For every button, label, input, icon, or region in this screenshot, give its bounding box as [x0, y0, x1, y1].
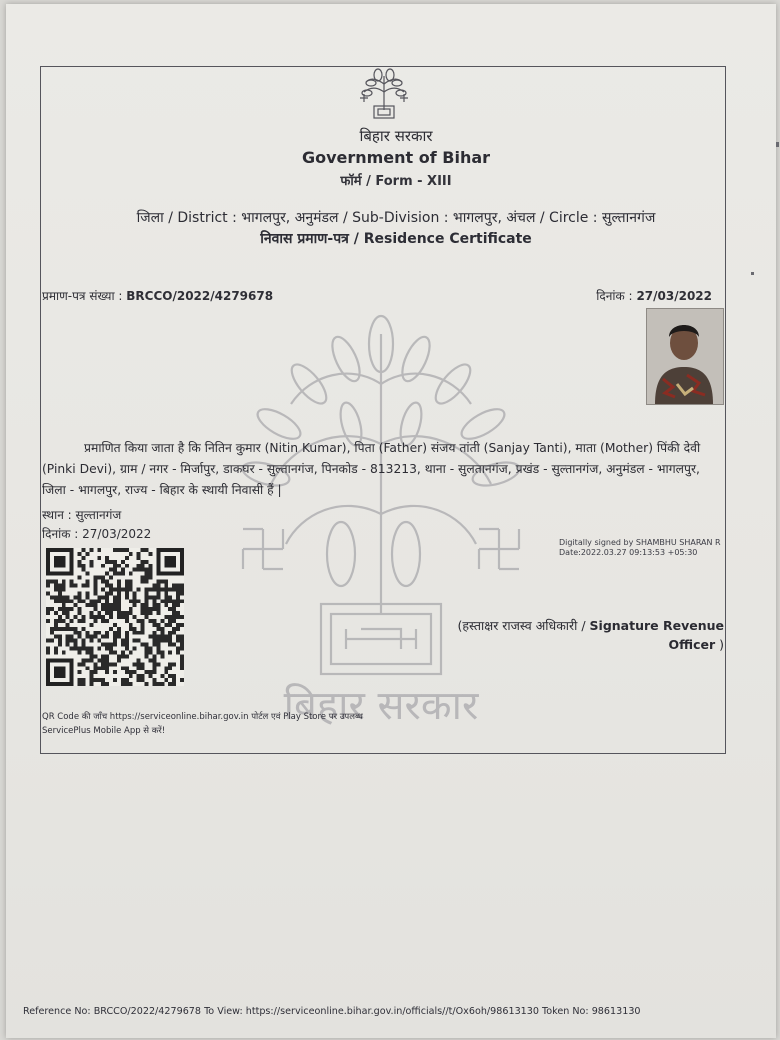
state-name-hindi: बिहार सरकार	[359, 127, 433, 145]
issue-date-label: दिनांक :	[596, 289, 633, 303]
place-line: स्थान : सुल्तानगंज	[42, 508, 122, 522]
signatory-hindi: (हस्ताक्षर राजस्व अधिकारी /	[457, 618, 586, 633]
signatory-english-2: Officer	[668, 637, 716, 652]
document-sheet	[6, 4, 776, 1038]
form-number: फॉर्म / Form - XIII	[340, 174, 452, 189]
signatory-english: Signature Revenue	[589, 618, 724, 633]
issue-date-value: 27/03/2022	[636, 289, 712, 303]
digital-signature-date: Date:2022.03.27 09:13:53 +05:30	[559, 548, 698, 557]
bihar-emblem-icon	[354, 66, 414, 122]
applicant-photo	[646, 308, 724, 405]
watermark-lettering: बिहार सरकार	[283, 683, 479, 729]
district-line: जिला / District : भागलपुर, अनुमंडल / Sub-Division : भागलपुर, अंचल / Circle : सुल्तानगंज	[136, 210, 656, 226]
certificate-number-value: BRCCO/2022/4279678	[126, 289, 274, 303]
certificate-number	[42, 287, 273, 304]
qr-note-line-1: QR Code की जाँच https://serviceonline.bihar.gov.in पोर्टल एवं Play Store पर उपलब्ध	[42, 712, 363, 722]
certificate-number-label: प्रमाण-पत्र संख्या :	[42, 289, 123, 303]
reference-footer: Reference No: BRCCO/2022/4279678 To View: https://serviceonline.bihar.gov.in/officials//t/Ox6oh/98613130 Token No: 98613130	[23, 1006, 641, 1017]
qr-code	[46, 547, 184, 687]
signatory-close: )	[719, 637, 724, 652]
place-date-line: दिनांक : 27/03/2022	[42, 527, 152, 541]
qr-verification-note	[42, 710, 422, 738]
qr-note-line-2: ServicePlus Mobile App से करें!	[42, 726, 166, 736]
digital-signature-block	[559, 538, 721, 558]
digital-signature-name: Digitally signed by SHAMBHU SHARAN R	[559, 538, 721, 547]
paper-mark	[751, 272, 754, 275]
bodhi-tree-emblem-icon	[231, 314, 531, 734]
issue-date	[596, 287, 712, 304]
certificate-body: प्रमाणित किया जाता है कि नितिन कुमार (Nitin Kumar), पिता (Father) संजय तांती (Sanjay Tanti), माता (Mother) पिंकी देवी (Pinki Devi), ग्राम / नगर - मिर्जापुर, डाकघर - सुल्तानगंज, पिनकोड - 813213, थाना - सुलतानगंज, प्रखंड - सुल्तानगंज, अनुमंडल - भागलपुर, जिला - भागलपुर, राज्य - बिहार के स्थायी निवासी हैं |	[42, 441, 701, 497]
certificate-title: निवास प्रमाण-पत्र / Residence Certificate	[260, 231, 532, 247]
signatory-designation	[454, 616, 724, 654]
paper-mark	[776, 142, 779, 147]
state-name-english: Government of Bihar	[301, 148, 491, 167]
